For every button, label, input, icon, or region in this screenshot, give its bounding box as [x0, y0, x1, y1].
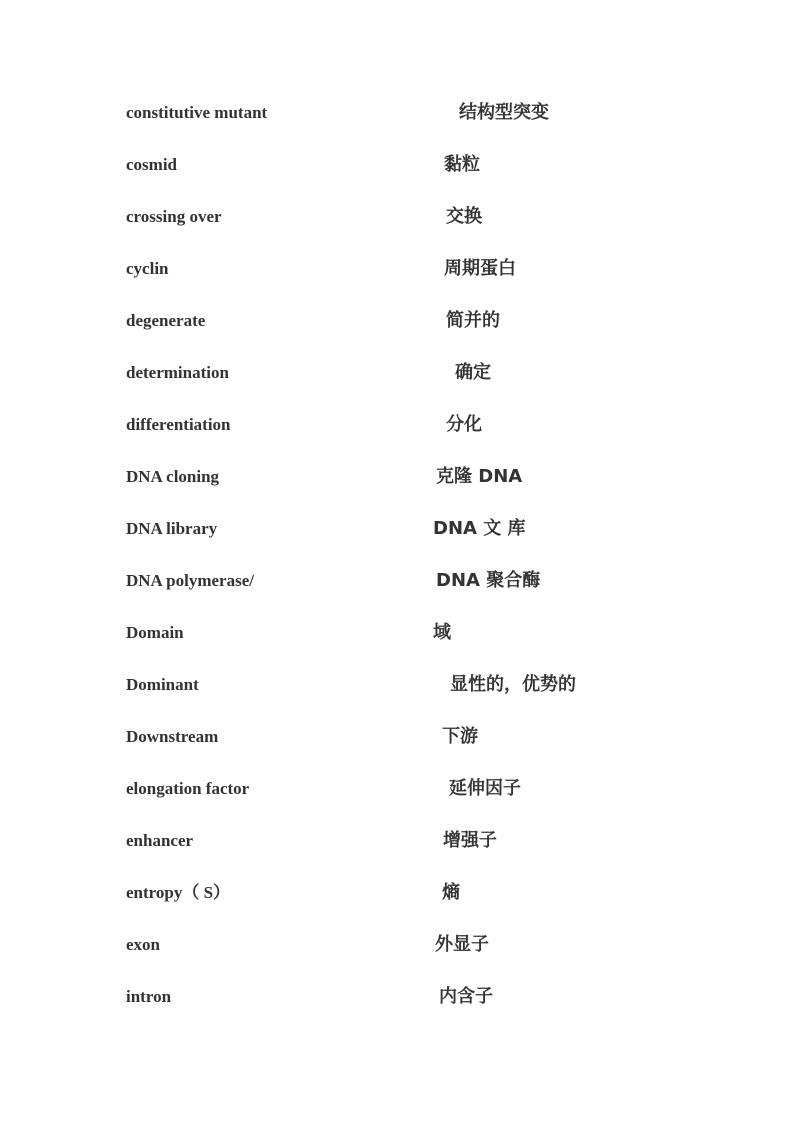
glossary-term: DNA polymerase/	[126, 571, 254, 590]
glossary-row	[0, 361, 794, 385]
glossary-term: exon	[126, 935, 160, 954]
glossary-translation: 简并的	[446, 310, 500, 331]
glossary-translation: 确定	[455, 362, 491, 383]
glossary-row	[0, 829, 794, 853]
glossary-row	[0, 985, 794, 1009]
glossary-translation: 内含子	[439, 986, 493, 1007]
glossary-row	[0, 569, 794, 593]
glossary-translation: 外显子	[435, 934, 489, 955]
glossary-term: DNA library	[126, 519, 218, 538]
glossary-term: enhancer	[126, 831, 194, 850]
glossary-term: entropy（ S）	[126, 883, 231, 902]
glossary-translation: 黏粒	[444, 154, 480, 175]
glossary-term: differentiation	[126, 415, 231, 434]
glossary-row	[0, 933, 794, 957]
glossary-translation: 结构型突变	[459, 102, 549, 123]
glossary-translation: 增强子	[443, 830, 497, 851]
glossary-term: crossing over	[126, 207, 222, 226]
glossary-row	[0, 777, 794, 801]
glossary-term: DNA cloning	[126, 467, 220, 486]
glossary-row	[0, 673, 794, 697]
glossary-translation: 熵	[442, 882, 460, 903]
glossary-row	[0, 309, 794, 333]
glossary-row	[0, 881, 794, 905]
glossary-row	[0, 517, 794, 541]
glossary-term: intron	[126, 987, 172, 1006]
glossary-row	[0, 465, 794, 489]
glossary-translation: 下游	[442, 726, 478, 747]
glossary-translation: 延伸因子	[449, 778, 521, 799]
glossary-row	[0, 725, 794, 749]
glossary-row	[0, 101, 794, 125]
glossary-row	[0, 413, 794, 437]
glossary-translation: 显性的，优势的	[450, 674, 576, 695]
glossary-term: Domain	[126, 623, 184, 642]
glossary-term: Downstream	[126, 727, 219, 746]
glossary-term: determination	[126, 363, 229, 382]
glossary-row	[0, 205, 794, 229]
glossary-row	[0, 621, 794, 645]
glossary-translation: DNA 聚合酶	[436, 570, 541, 591]
glossary-term: elongation factor	[126, 779, 250, 798]
glossary-row	[0, 153, 794, 177]
glossary-translation: 域	[433, 622, 451, 643]
glossary-translation: 克隆 DNA	[436, 466, 523, 487]
glossary-translation: 周期蛋白	[444, 258, 516, 279]
glossary-term: cosmid	[126, 155, 177, 174]
glossary-term: Dominant	[126, 675, 199, 694]
glossary-translation: 交换	[446, 206, 482, 227]
glossary-translation: 分化	[446, 414, 482, 435]
glossary-term: constitutive mutant	[126, 103, 268, 122]
glossary-row	[0, 257, 794, 281]
glossary-translation: DNA 文 库	[433, 518, 526, 539]
glossary-term: degenerate	[126, 311, 206, 330]
glossary-term: cyclin	[126, 259, 169, 278]
